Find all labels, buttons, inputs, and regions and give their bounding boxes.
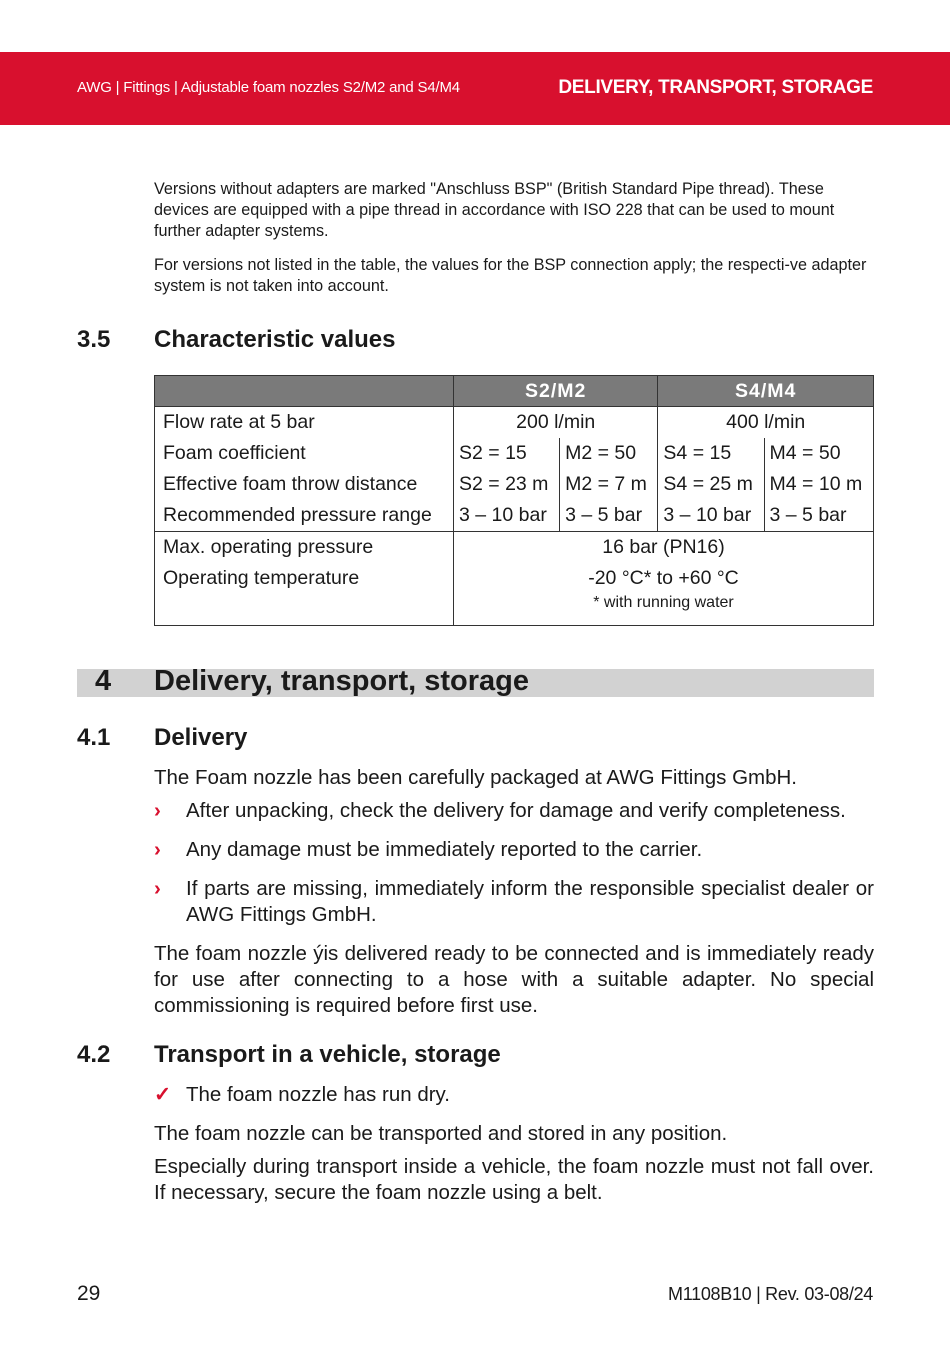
throw-s2: S2 = 23 m — [454, 469, 560, 500]
foam-m2: M2 = 50 — [560, 438, 658, 469]
characteristic-values-table — [154, 375, 874, 626]
table-header-row — [155, 376, 874, 407]
temp-label: Operating temperature — [155, 563, 454, 594]
flow-label: Flow rate at 5 bar — [155, 407, 454, 439]
flow-s2m2: 200 l/min — [454, 407, 658, 439]
delivery-intro: The Foam nozzle has been carefully packaged at AWG Fittings GmbH. — [154, 766, 798, 789]
throw-m2: M2 = 7 m — [560, 469, 658, 500]
transport-paragraph-1: The foam nozzle can be transported and stored in any position. — [154, 1122, 728, 1145]
document-reference: M1108B10 | Rev. 03-08/24 — [668, 1284, 873, 1304]
list-item-text: Any damage must be immediately reported to the carrier. — [186, 838, 703, 861]
temp-footnote: * with running water — [454, 594, 874, 626]
intro-paragraph-2: For versions not listed in the table, the values for the BSP connection apply; the respecti-ve adapter system is not taken into account. — [154, 256, 867, 295]
table-row — [155, 563, 874, 594]
table-header-empty — [155, 376, 454, 407]
maxp-label: Max. operating pressure — [155, 532, 454, 564]
table-header-s4m4: S4/M4 — [658, 376, 874, 407]
table-row — [155, 532, 874, 564]
chapter-title: Delivery, transport, storage — [154, 665, 529, 697]
transport-paragraph-2: Especially during transport inside a vehicle, the foam nozzle must not fall over. If necessary, secure the foam nozzle using a belt. — [154, 1155, 874, 1204]
table-header-s2m2: S2/M2 — [454, 376, 658, 407]
chapter-number-4: 4 — [95, 665, 112, 697]
throw-s4: S4 = 25 m — [658, 469, 764, 500]
header-section-title: DELIVERY, TRANSPORT, STORAGE — [558, 77, 873, 98]
section-number-4-2: 4.2 — [77, 1041, 111, 1068]
flow-s4m4: 400 l/min — [658, 407, 874, 439]
pressure-label: Recommended pressure range — [155, 500, 454, 532]
table-row — [155, 500, 874, 532]
table-row — [155, 594, 874, 626]
maxp-value: 16 bar (PN16) — [454, 532, 874, 564]
list-item-text: After unpacking, check the delivery for damage and verify completeness. — [186, 799, 846, 822]
page-number: 29 — [77, 1282, 101, 1305]
foam-m4: M4 = 50 — [764, 438, 873, 469]
throw-m4: M4 = 10 m — [764, 469, 873, 500]
temp-value: -20 °C* to +60 °C — [454, 563, 874, 594]
header-breadcrumb: AWG | Fittings | Adjustable foam nozzles S2/M2 and S4/M4 — [77, 79, 460, 96]
section-number-3-5: 3.5 — [77, 326, 111, 353]
pressure-m4: 3 – 5 bar — [764, 500, 873, 532]
foam-label: Foam coefficient — [155, 438, 454, 469]
pressure-s4: 3 – 10 bar — [658, 500, 764, 532]
section-number-4-1: 4.1 — [77, 724, 111, 751]
pressure-m2: 3 – 5 bar — [560, 500, 658, 532]
section-title-characteristic-values: Characteristic values — [154, 326, 396, 353]
table-row — [155, 438, 874, 469]
chevron-right-icon: › — [154, 838, 161, 861]
table-row — [155, 407, 874, 439]
pressure-s2: 3 – 10 bar — [454, 500, 560, 532]
delivery-outro: The foam nozzle ýis delivered ready to be connected and is immediately ready for use after connecting to a hose with a suitable adapter. No special commissioning is required before first use. — [154, 942, 874, 1017]
foam-s4: S4 = 15 — [658, 438, 764, 469]
chevron-right-icon: › — [154, 799, 161, 822]
note-empty — [155, 594, 454, 626]
throw-label: Effective foam throw distance — [155, 469, 454, 500]
table-row — [155, 469, 874, 500]
page-header — [0, 52, 950, 125]
precondition-text: The foam nozzle has run dry. — [186, 1083, 450, 1106]
list-item-text: If parts are missing, immediately inform the responsible specialist dealer or AWG Fittings GmbH. — [186, 877, 874, 926]
section-title-delivery: Delivery — [154, 724, 248, 751]
chevron-right-icon: › — [154, 877, 161, 900]
section-title-transport: Transport in a vehicle, storage — [154, 1041, 501, 1068]
checkmark-icon: ✓ — [154, 1083, 172, 1106]
foam-s2: S2 = 15 — [454, 438, 560, 469]
intro-paragraph-1: Versions without adapters are marked "Anschluss BSP" (British Standard Pipe thread). These devices are equipped with a pipe thread in accordance with ISO 228 that can be used to mount further adapter systems. — [154, 180, 835, 240]
